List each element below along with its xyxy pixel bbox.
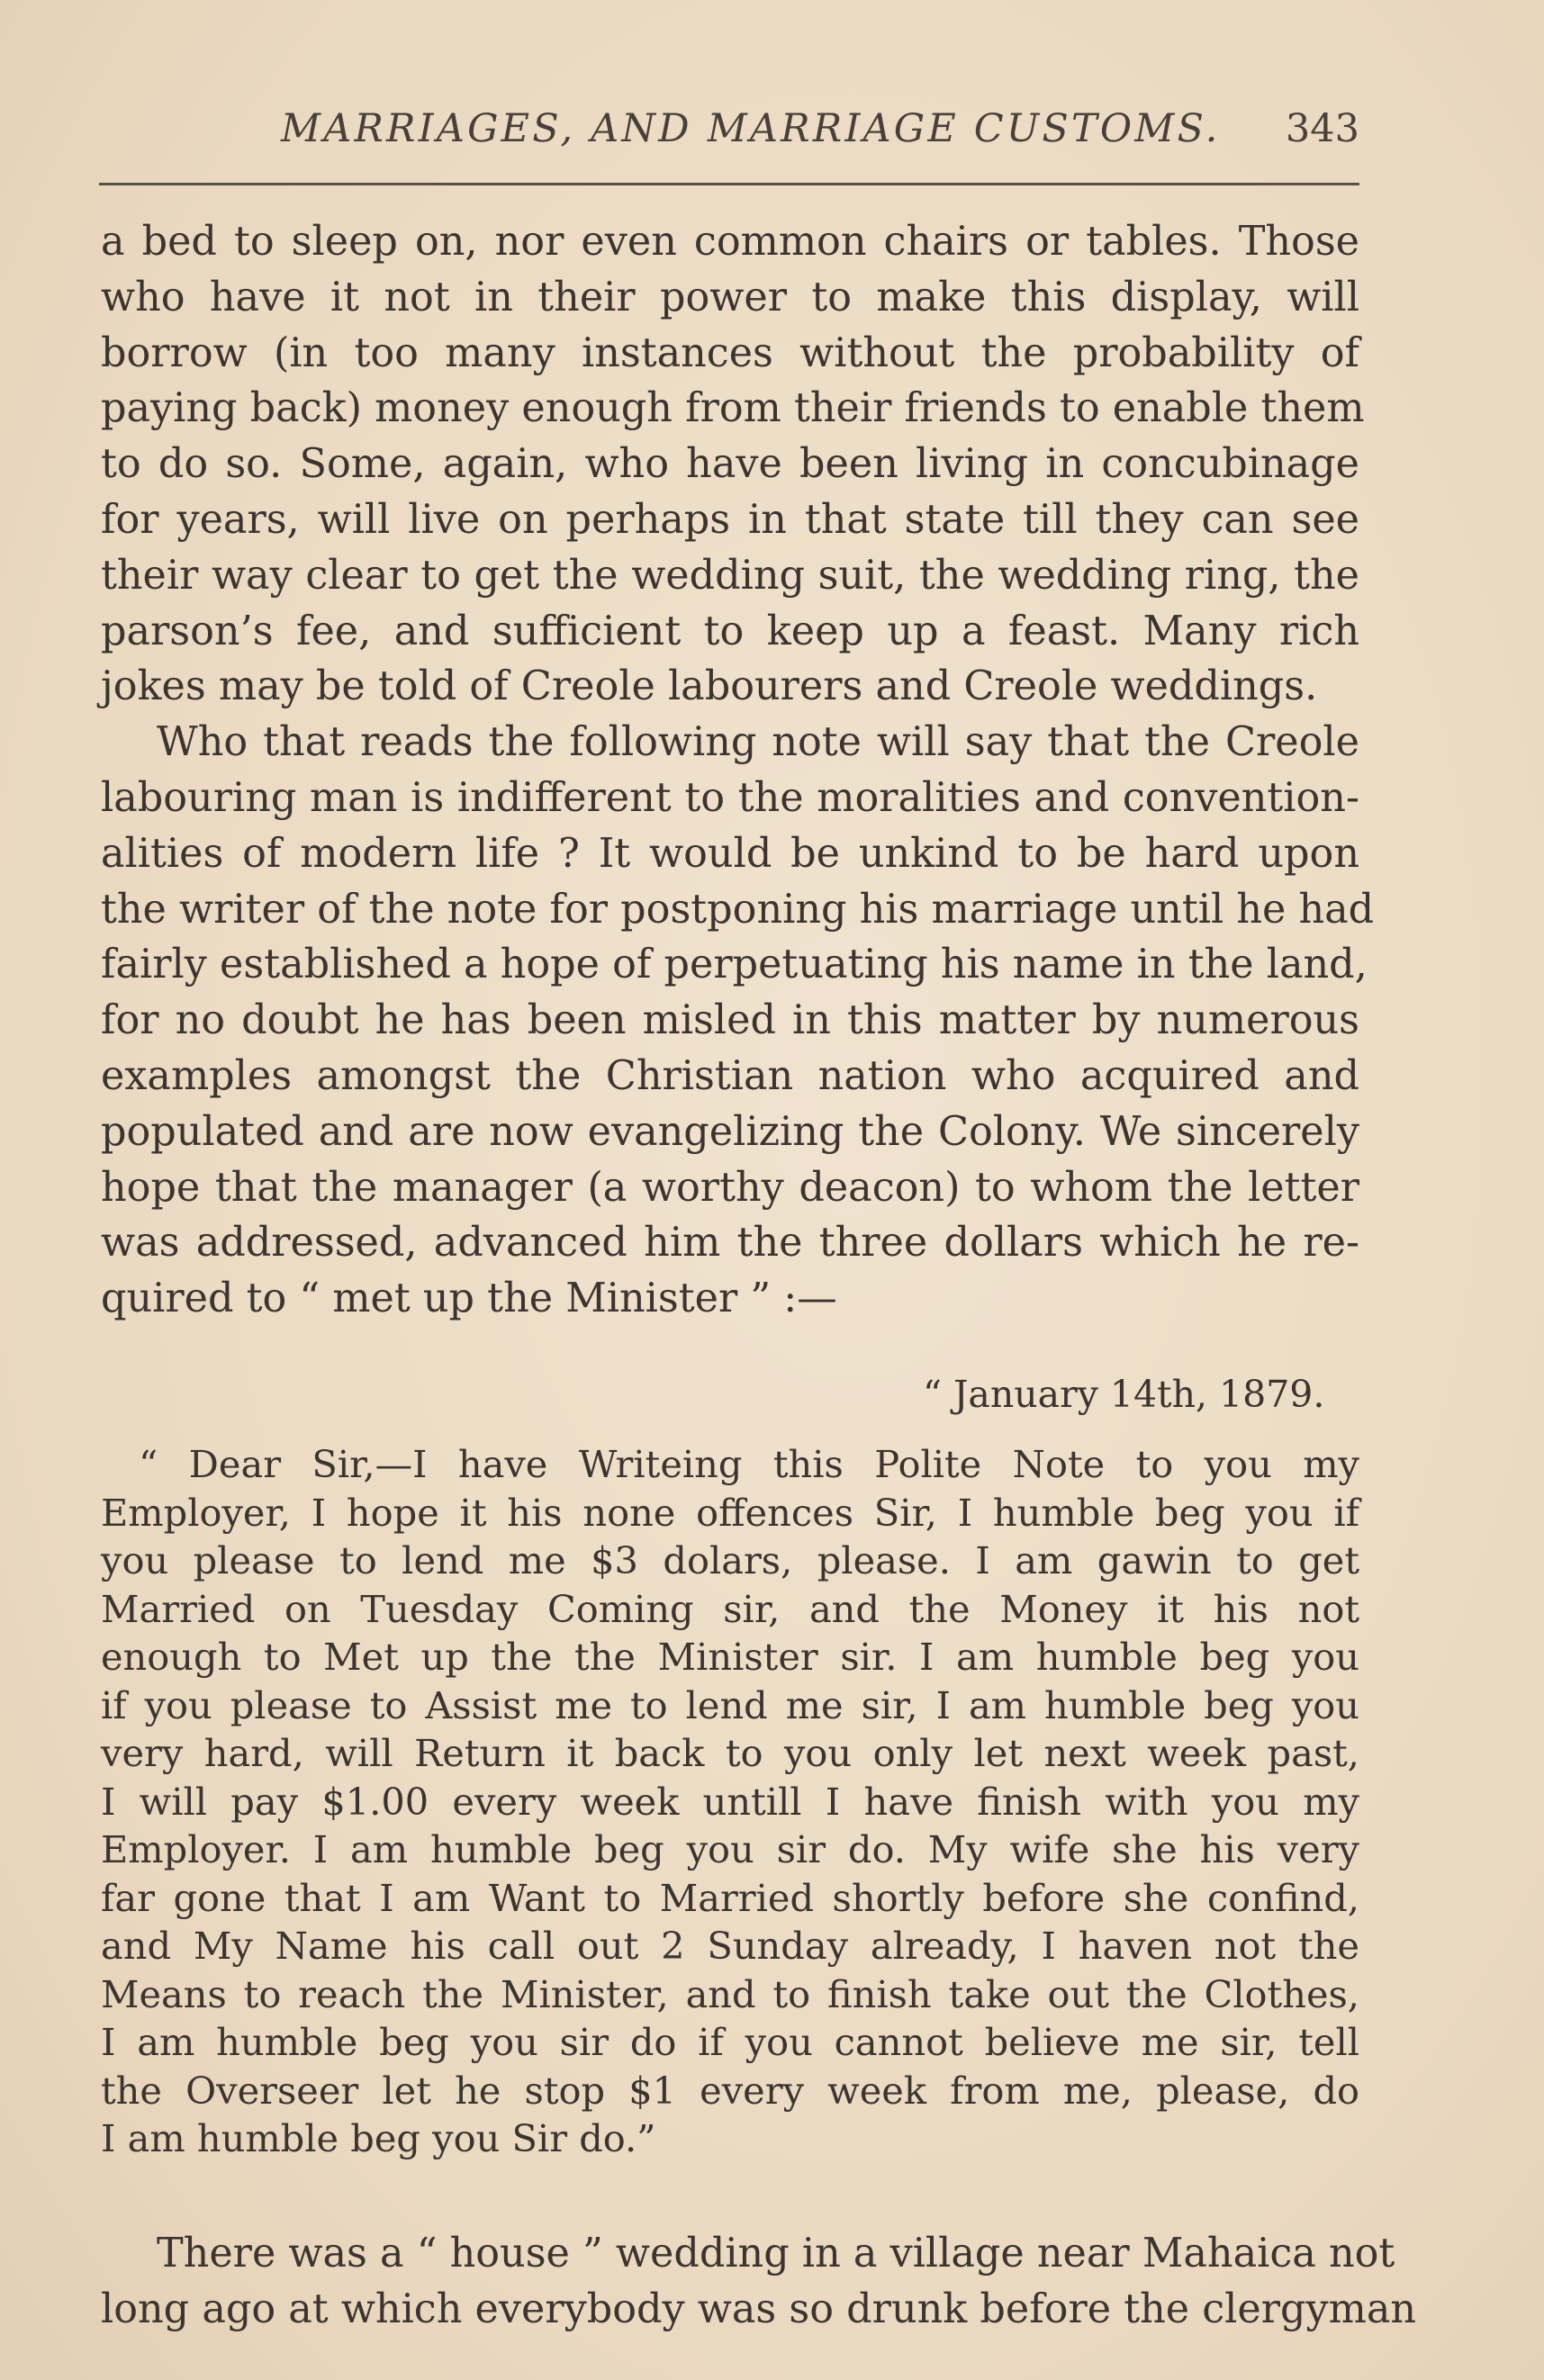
- text-line: hope that the manager (a worthy deacon) to whom the letter: [101, 1164, 1359, 1211]
- letter-line: Employer. I am humble beg you sir do. My wife she his very: [101, 1827, 1359, 1871]
- letter-line: very hard, will Return it back to you only let next week past,: [101, 1731, 1359, 1775]
- letter-line: I will pay $1.00 every week untill I have finish with you my: [101, 1779, 1359, 1824]
- running-head: MARRIAGES, AND MARRIAGE CUSTOMS.: [281, 106, 1221, 151]
- text-line: a bed to sleep on, nor even common chairs or tables. Those: [101, 219, 1359, 265]
- letter-line: “ Dear Sir,—I have Writeing this Polite Note to you my: [139, 1442, 1359, 1486]
- text-line: alities of modern life ? It would be unkind to be hard upon: [101, 830, 1359, 877]
- text-line: examples amongst the Christian nation who acquired and: [101, 1052, 1359, 1099]
- text-line: quired to “ met up the Minister ” :—: [101, 1276, 837, 1322]
- text-line: paying back) money enough from their friends to enable them: [101, 385, 1365, 432]
- letter-text: [101, 1440, 1359, 2163]
- letter-line: I am humble beg you sir do if you cannot believe me sir, tell: [101, 2020, 1359, 2064]
- letter-line: Employer, I hope it his none offences Sir, I humble beg you if: [101, 1490, 1359, 1535]
- text-line: fairly established a hope of perpetuating his name in the land,: [101, 942, 1368, 988]
- letter-date: “ January 14th, 1879.: [923, 1373, 1325, 1416]
- letter-line: and My Name his call out 2 Sunday already, I haven not the: [101, 1924, 1359, 1968]
- text-line: to do so. Some, again, who have been living in concubinage: [101, 441, 1359, 488]
- letter-line: far gone that I am Want to Married shortly before she confind,: [101, 1875, 1359, 1920]
- page-number: 343: [1285, 106, 1359, 151]
- letter-line: I am humble beg you Sir do.”: [101, 2116, 656, 2160]
- text-line: Who that reads the following note will say that the Creole: [157, 719, 1359, 766]
- letter-line: you please to lend me $3 dolars, please. I am gawin to get: [101, 1538, 1359, 1582]
- header-rule: [99, 183, 1359, 185]
- text-line: populated and are now evangelizing the Colony. We sincerely: [101, 1108, 1359, 1155]
- letter-line: the Overseer let he stop $1 every week from me, please, do: [101, 2068, 1359, 2113]
- text-line: jokes may be told of Creole labourers and Creole weddings.: [101, 663, 1318, 710]
- text-line: long ago at which everybody was so drunk before the clergyman: [101, 2286, 1417, 2332]
- body-text: [101, 214, 1375, 1327]
- text-line: was addressed, advanced him the three dollars which he re-: [101, 1220, 1359, 1267]
- letter-line: enough to Met up the the Minister sir. I am humble beg you: [101, 1635, 1359, 1679]
- text-line: their way clear to get the wedding suit, the wedding ring, the: [101, 552, 1359, 599]
- page-header: [99, 101, 1359, 164]
- text-line: for years, will live on perhaps in that state till they can see: [101, 496, 1359, 543]
- text-line: labouring man is indifferent to the moralities and convention-: [101, 774, 1359, 821]
- letter-line: Married on Tuesday Coming sir, and the Money it his not: [101, 1586, 1359, 1631]
- text-line: the writer of the note for postponing his marriage until he had: [101, 886, 1375, 933]
- text-line: There was a “ house ” wedding in a village near Mahaica not: [157, 2231, 1395, 2276]
- text-line: parson’s fee, and sufficient to keep up a feast. Many rich: [101, 608, 1359, 654]
- closing-text: [101, 2226, 1417, 2338]
- text-line: borrow (in too many instances without the probability of: [101, 329, 1359, 376]
- letter-line: Means to reach the Minister, and to finish take out the Clothes,: [101, 1971, 1359, 2016]
- text-line: who have it not in their power to make this display, will: [101, 274, 1359, 320]
- letter-line: if you please to Assist me to lend me sir, I am humble beg you: [101, 1682, 1359, 1727]
- text-line: for no doubt he has been misled in this matter by numerous: [101, 997, 1359, 1044]
